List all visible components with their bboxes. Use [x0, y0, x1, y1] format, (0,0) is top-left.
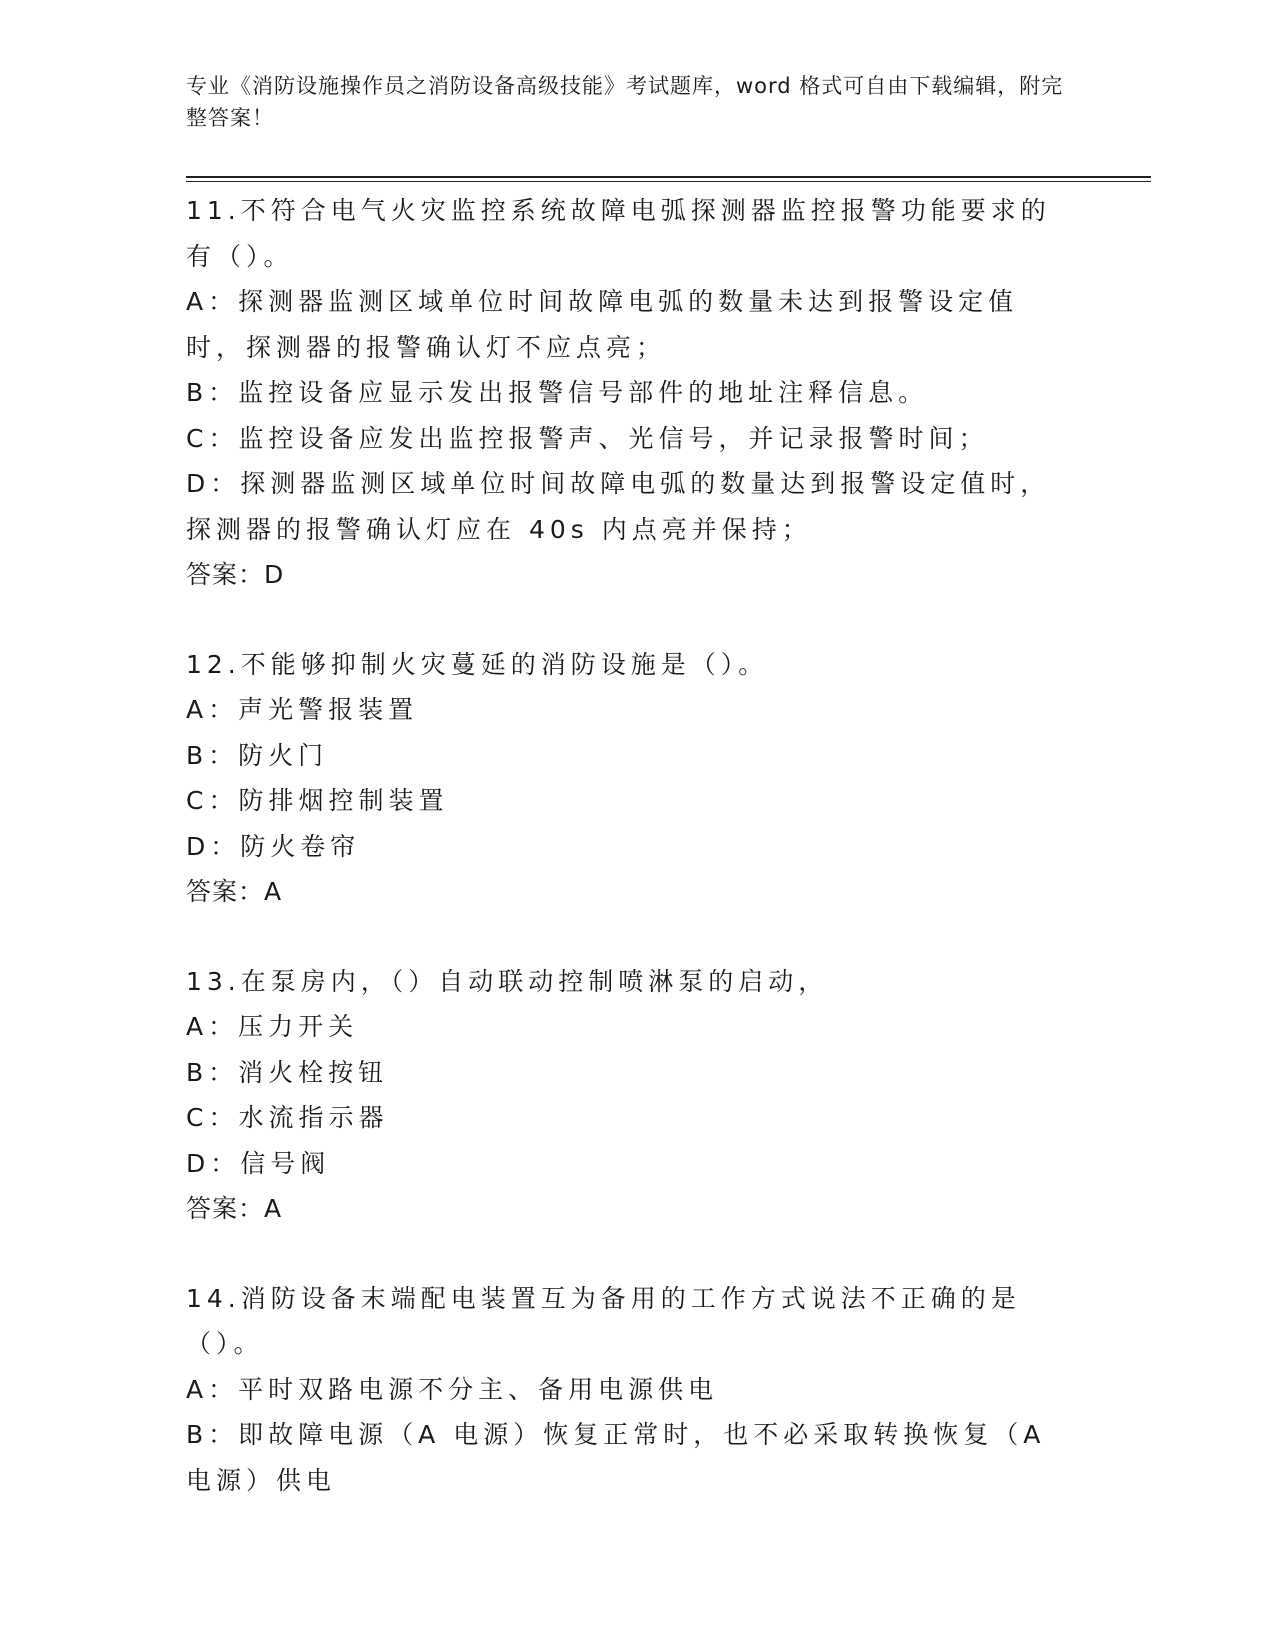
question-13 [186, 959, 1066, 1232]
option-c: C：监控设备应发出监控报警声、光信号，并记录报警时间； [186, 423, 989, 453]
question-stem: 12.不能够抑制火灾蔓延的消防设施是（）。 [186, 649, 769, 679]
option-b: B：防火门 [186, 740, 329, 770]
header-divider-thin [186, 181, 1151, 182]
option-a: A：平时双路电源不分主、备用电源供电 [186, 1374, 719, 1404]
option-a: A：探测器监测区域单位时间故障电弧的数量未达到报警设定值时，探测器的报警确认灯不应点亮； [186, 287, 1019, 362]
option-b: B：消火栓按钮 [186, 1057, 389, 1087]
option-d: D：探测器监测区域单位时间故障电弧的数量达到报警设定值时，探测器的报警确认灯应在 40s 内点亮并保持； [186, 469, 1051, 544]
question-list [186, 188, 1066, 1547]
question-stem: 13.在泵房内，（）自动联动控制喷淋泵的启动， [186, 966, 829, 996]
question-11 [186, 188, 1066, 598]
question-12 [186, 642, 1066, 915]
question-14 [186, 1276, 1066, 1504]
question-stem: 14.消防设备末端配电装置互为备用的工作方式说法不正确的是（）。 [186, 1283, 1021, 1358]
option-d: D：信号阀 [186, 1148, 331, 1178]
document-header: 专业《消防设施操作员之消防设备高级技能》考试题库，word 格式可自由下载编辑，附完整答案！ [186, 74, 1064, 130]
answer: 答案：A [186, 1194, 283, 1223]
option-a: A：声光警报装置 [186, 695, 419, 724]
option-c: C：防排烟控制装置 [186, 786, 449, 815]
option-b: B：即故障电源（A 电源）恢复正常时，也不必采取转换恢复（A 电源）供电 [186, 1420, 1046, 1495]
answer: 答案：D [186, 560, 285, 589]
option-a: A：压力开关 [186, 1012, 359, 1041]
option-c: C：水流指示器 [186, 1103, 389, 1132]
answer: 答案：A [186, 877, 283, 906]
question-stem: 11.不符合电气火灾监控系统故障电弧探测器监控报警功能要求的有（）。 [186, 196, 1051, 271]
header-divider-thick [186, 176, 1151, 178]
option-b: B：监控设备应显示发出报警信号部件的地址注释信息。 [186, 378, 929, 407]
option-d: D：防火卷帘 [186, 831, 361, 861]
